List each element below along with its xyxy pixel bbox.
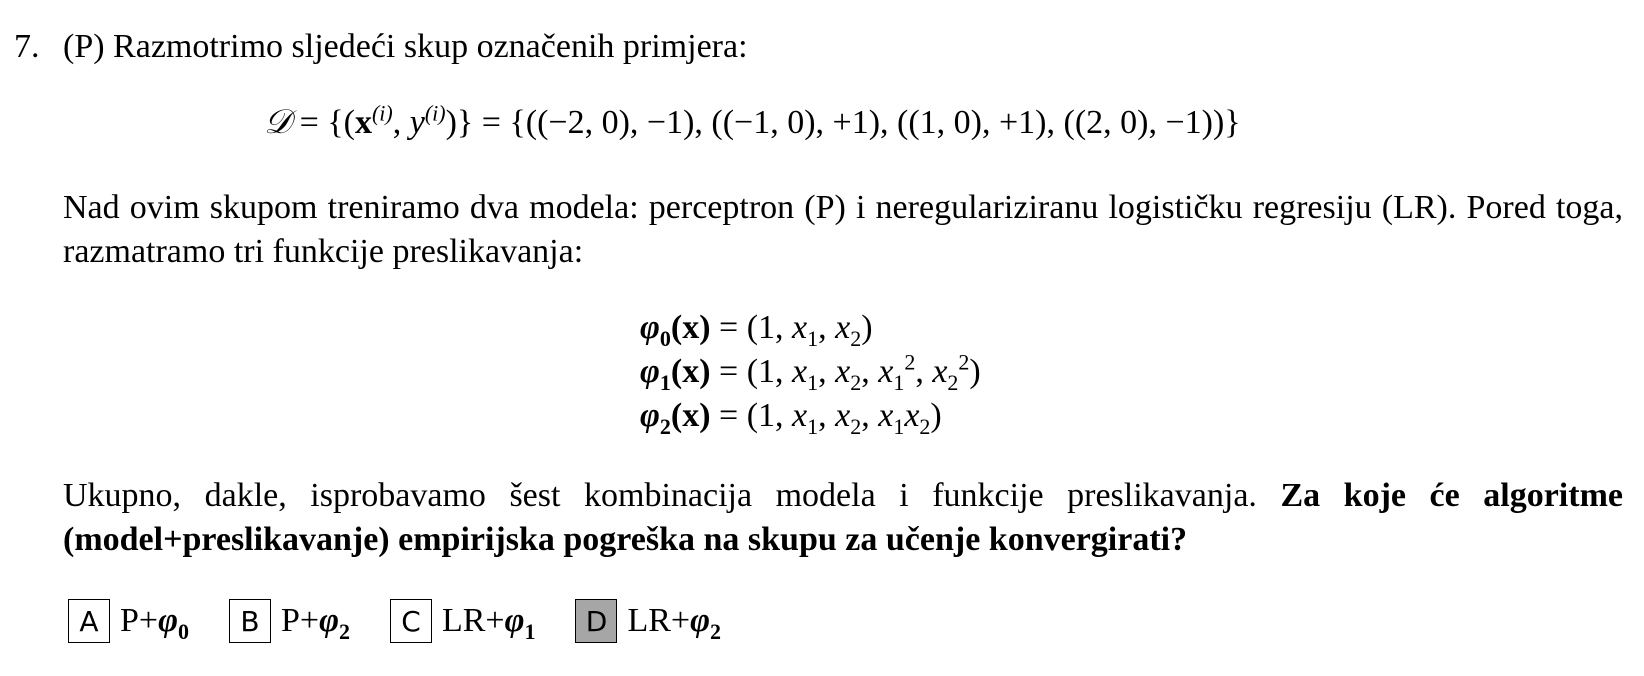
phi-symbol: φ [640,309,660,346]
option-b[interactable] [229,599,350,643]
phi-argument: (x) [670,309,711,346]
phi-symbol: φ [640,353,660,390]
option-model: P+ [280,602,320,639]
option-phi: φ [158,602,178,639]
question-paragraph-plain: Ukupno, dakle, isprobavamo šest kombinacija modela i funkcije preslikavanja. [63,477,1257,514]
option-label [441,602,536,644]
mapping-row-1 [640,350,981,394]
option-letter-box[interactable]: D [575,599,617,643]
option-phi-subscript: 2 [338,618,350,644]
dataset-comma: , [392,104,402,141]
question-intro: (P) Razmotrimo sljedeći skup označenih primjera: [63,28,748,65]
phi-subscript: 0 [659,325,671,351]
dataset-rhs: = {((−2, 0), −1), ((−1, 0), +1), ((1, 0), +1), ((2, 0), −1))} [481,104,1241,141]
phi-rhs: = (1, $x_1$, $x_2$, $x_1x_2$) [719,397,942,439]
option-label [120,602,189,644]
mapping-row-2 [640,394,981,438]
phi-argument: (x) [670,353,711,390]
option-a[interactable] [68,599,189,643]
option-phi: φ [504,602,525,639]
option-phi-subscript: 0 [177,618,189,644]
option-phi-subscript: 1 [524,618,536,644]
dataset-sup-i-y: (i) [424,100,446,126]
option-phi-subscript: 2 [710,618,721,644]
option-phi: φ [319,602,339,639]
option-d[interactable] [575,599,721,643]
dataset-equals: = [299,104,319,141]
question-paragraph-bold: Za koje će algoritme (model+preslikavanje) empirijska pogreška na skupu za učenje konvergirati? [63,477,1623,558]
option-letter-box[interactable]: B [229,599,271,643]
dataset-y: y [409,104,425,141]
answer-options [68,598,761,644]
phi-symbol: φ [640,397,660,434]
mapping-row-0 [640,306,981,350]
dataset-symbol: 𝒟 [264,104,292,141]
question-paragraph [63,474,1623,562]
models-paragraph: Nad ovim skupom treniramo dva modela: perceptron (P) i neregulariziranu logističku regresiju (LR). Pored toga, razmatramo tri funkcije preslikavanja: [63,189,1623,270]
option-c[interactable] [390,599,536,643]
option-label [280,602,350,644]
phi-rhs: = (1, $x_1$, $x_2$, $x_1^2$, $x_2^2$) [719,349,981,395]
option-letter-box[interactable]: A [68,599,110,643]
phi-argument: (x) [670,397,711,434]
option-letter-box[interactable]: C [390,599,432,643]
phi-subscript: 1 [659,369,671,395]
dataset-lhs-close: )} [445,104,474,141]
option-phi: φ [690,602,710,639]
option-label [627,602,721,644]
question-number: 7. [14,28,40,65]
mapping-functions [640,306,981,438]
dataset-lhs-open: {( [327,104,355,141]
option-model: LR+ [441,602,505,639]
option-model: LR+ [627,602,691,639]
phi-subscript: 2 [659,413,671,439]
dataset-equation [264,100,1241,141]
option-model: P+ [120,602,159,639]
dataset-x: x [354,104,372,141]
phi-rhs: = (1, $x_1$, $x_2$) [719,309,873,351]
dataset-sup-i: (i) [371,100,393,126]
